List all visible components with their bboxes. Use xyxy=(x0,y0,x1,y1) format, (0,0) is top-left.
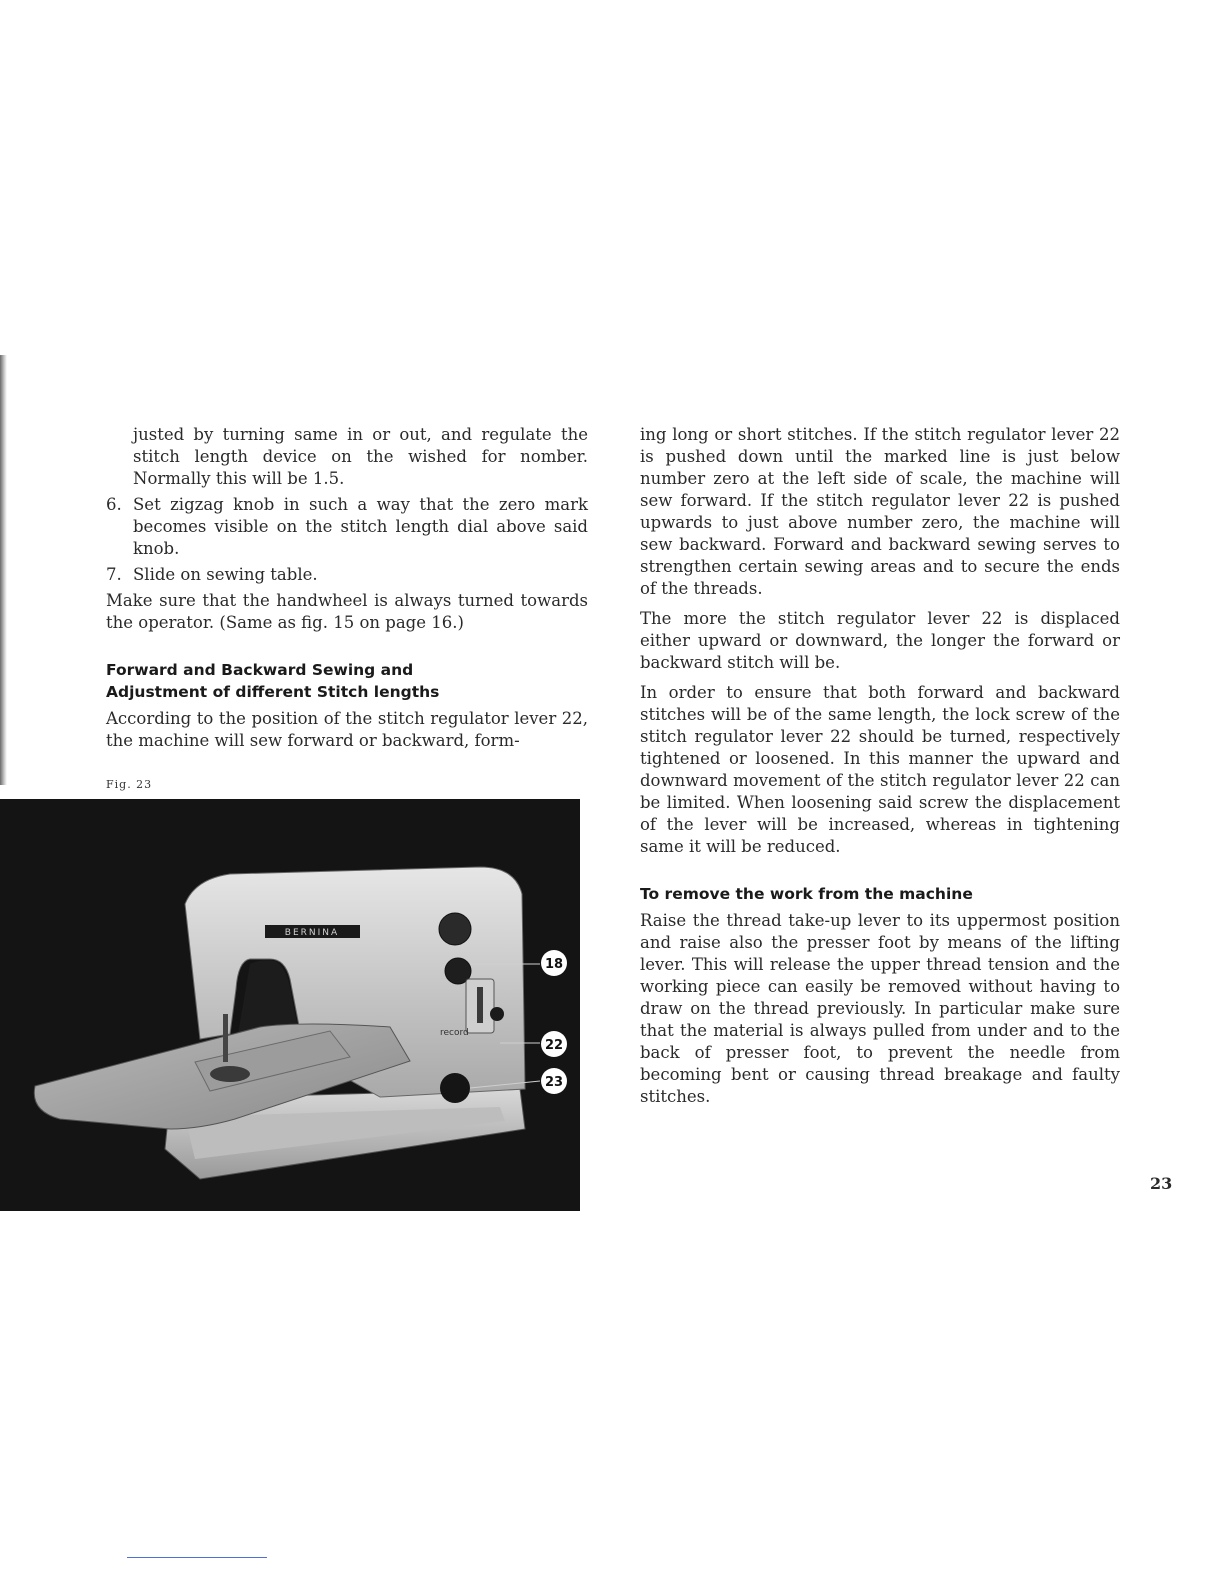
paragraph-handwheel: Make sure that the handwheel is always turned towards the operator. (Same as fig. 15 on page 16.) xyxy=(106,591,588,632)
callout-label: 22 xyxy=(544,1038,564,1053)
footer-rule xyxy=(127,1557,267,1558)
list-number: 6. xyxy=(106,495,122,514)
section-heading-remove-work xyxy=(640,883,1120,905)
list-text: Slide on sewing table. xyxy=(133,565,318,584)
figure-label: Fig. 23 xyxy=(106,778,153,791)
callout-23 xyxy=(541,1068,567,1094)
paragraph-lock-screw: In order to ensure that both forward and backward stitches will be of the same length, the lock screw of the stitch regulator lever 22 should be turned, respectively tightened or loosened. In this manner the upward and downward movement of the stitch regulator lever 22 can be limited. When loosening said screw the displacement of the lever will be increased, whereas in tightening same it will be reduced. xyxy=(640,683,1120,856)
page-edge-shadow xyxy=(0,355,7,785)
list-text: Set zigzag knob in such a way that the zero mark becomes visible on the stitch length dial above said knob. xyxy=(133,495,588,558)
paragraph-continued: justed by turning same in or out, and regulate the stitch length device on the wished for nomber. Normally this will be 1.5. xyxy=(133,425,588,488)
list-item-7 xyxy=(106,564,588,586)
page-number: 23 xyxy=(1150,1174,1173,1193)
sewing-machine-illustration xyxy=(0,799,580,1211)
brand-label: BERNINA xyxy=(284,928,340,938)
list-number: 7. xyxy=(106,565,122,584)
paragraph-displaced: The more the stitch regulator lever 22 is displaced either upward or downward, the longer the forward or backward stitch will be. xyxy=(640,609,1120,672)
paragraph-remove-work: Raise the thread take-up lever to its uppermost position and raise also the presser foot by means of the lifting lever. This will release the upper thread tension and the working piece can easily be removed without having to draw on the thread previously. In particular make sure that the material is always pulled from under and to the back of presser foot, to prevent the needle from becoming bent or causing thread breakage and faulty stitches. xyxy=(640,911,1120,1106)
callout-label: 18 xyxy=(544,957,564,972)
callout-label: 23 xyxy=(544,1075,564,1090)
heading-line-1: Forward and Backward Sewing and xyxy=(106,661,414,679)
heading-remove-work: To remove the work from the machine xyxy=(640,885,973,903)
sewing-machine-photo xyxy=(0,799,580,1211)
list-item-6 xyxy=(106,494,588,560)
paragraph-according: According to the position of the stitch regulator lever 22, the machine will sew forward or backward, form- xyxy=(106,709,588,750)
section-heading-forward-backward xyxy=(106,659,588,703)
callout-22 xyxy=(541,1031,567,1057)
model-label: record xyxy=(440,1028,469,1038)
left-column xyxy=(106,424,588,752)
paragraph-long-short: ing long or short stitches. If the stitch regulator lever 22 is pushed down until the marked line is just below number zero at the left side of scale, the machine will sew forward. If the stitch regulator lever 22 is pushed upwards to just above number zero, the machine will sew backward. Forward and backward sewing serves to strengthen certain sewing areas and to secure the ends of the threads. xyxy=(640,425,1120,598)
callout-18 xyxy=(541,950,567,976)
heading-line-2: Adjustment of different Stitch lengths xyxy=(106,683,440,701)
right-column xyxy=(640,424,1120,1108)
